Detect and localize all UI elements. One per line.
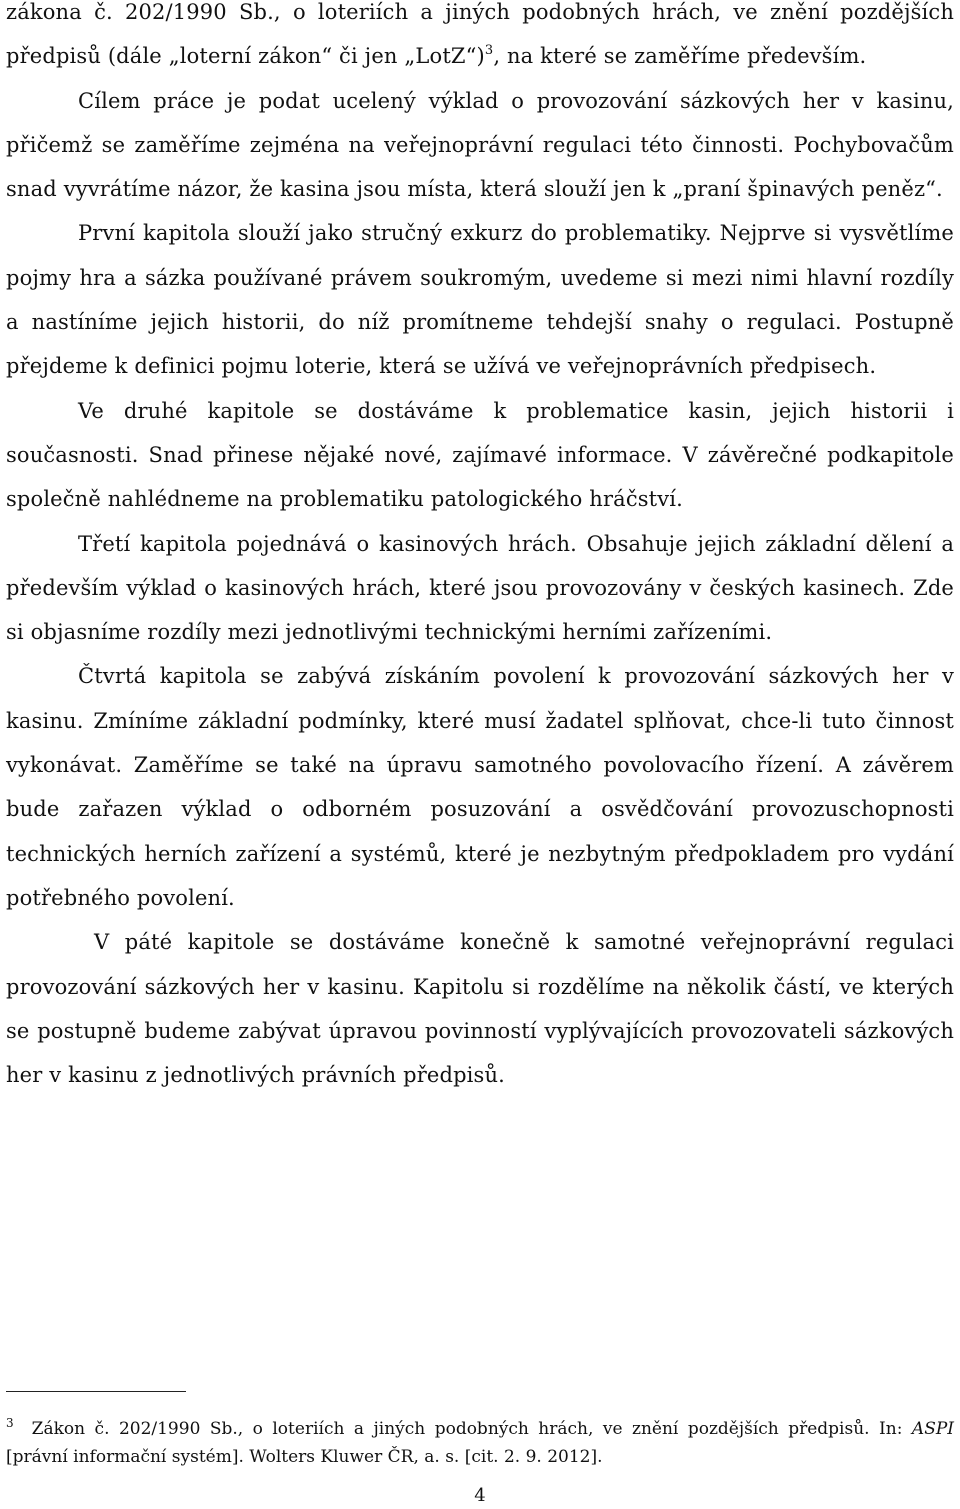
paragraph: V páté kapitole se dostáváme konečně k samotné veřejnoprávní regulaci provozování sázkových her v kasinu. Kapitolu si rozdělíme na několik částí, ve kterých se postupně budeme zabývat úpravou povinností vyplývajících provozovateli sázkových her v kasinu z jednotlivých právních předpisů. [6,930,954,1088]
paragraph-text: , na které se zaměříme především. [493,44,867,69]
paragraph-text: zákona č. 202/1990 Sb., o loteriích a jiných podobných hrách, ve znění pozdějších předpisů (dále „loterní zákon“ či jen „LotZ“) [6,0,954,69]
footnote-source-title: ASPI [911,1419,954,1439]
footnote [6,1415,954,1471]
page-number: 4 [474,1485,486,1506]
footnote-reference[interactable]: 3 [484,43,494,59]
paragraph-continuation [6,0,954,79]
body-text [6,0,954,1097]
paragraph: Cílem práce je podat ucelený výklad o provozování sázkových her v kasinu, přičemž se zaměříme zejména na veřejnoprávní regulaci této činnosti. Pochybovačům snad vyvrátíme názor, že kasina jsou místa, která slouží jen k „praní špinavých peněz“. [6,88,954,202]
paragraph: Čtvrtá kapitola se zabývá získáním povolení k provozování sázkových her v kasinu. Zmíníme základní podmínky, které musí žadatel splňovat, chce-li tuto činnost vykonávat. Zaměříme se také na úpravu samotného povolovacího řízení. A závěrem bude zařazen výklad o odborném posuzování a osvědčování provozuschopnosti technických herních zařízení a systémů, které je nezbytným předpokladem pro vydání potřebného povolení. [6,664,954,910]
footnote-mark: 3 [6,1416,14,1430]
paragraph: Třetí kapitola pojednává o kasinových hrách. Obsahuje jejich základní dělení a především výklad o kasinových hrách, které jsou provozovány v českých kasinech. Zde si objasníme rozdíly mezi jednotlivými technickými herními zařízeními. [6,531,954,645]
footnote-entry [6,1415,954,1471]
footnote-text: [právní informační systém]. Wolters Kluwer ČR, a. s. [cit. 2. 9. 2012]. [6,1447,603,1467]
footnote-text: Zákon č. 202/1990 Sb., o loteriích a jiných podobných hrách, ve znění pozdějších předpisů. In: [31,1419,912,1439]
paragraph: Ve druhé kapitole se dostáváme k problematice kasin, jejich historii i současnosti. Snad přinese nějaké nové, zajímavé informace. V závěrečné podkapitole společně nahlédneme na problematiku patologického hráčství. [6,398,954,512]
paragraph: První kapitola slouží jako stručný exkurz do problematiky. Nejprve si vysvětlíme pojmy hra a sázka používané právem soukromým, uvedeme si mezi nimi hlavní rozdíly a nastíníme jejich historii, do níž promítneme tehdejší snahy o regulaci. Postupně přejdeme k definici pojmu loterie, která se užívá ve veřejnoprávních předpisech. [6,221,954,379]
footnote-separator [6,1391,186,1392]
